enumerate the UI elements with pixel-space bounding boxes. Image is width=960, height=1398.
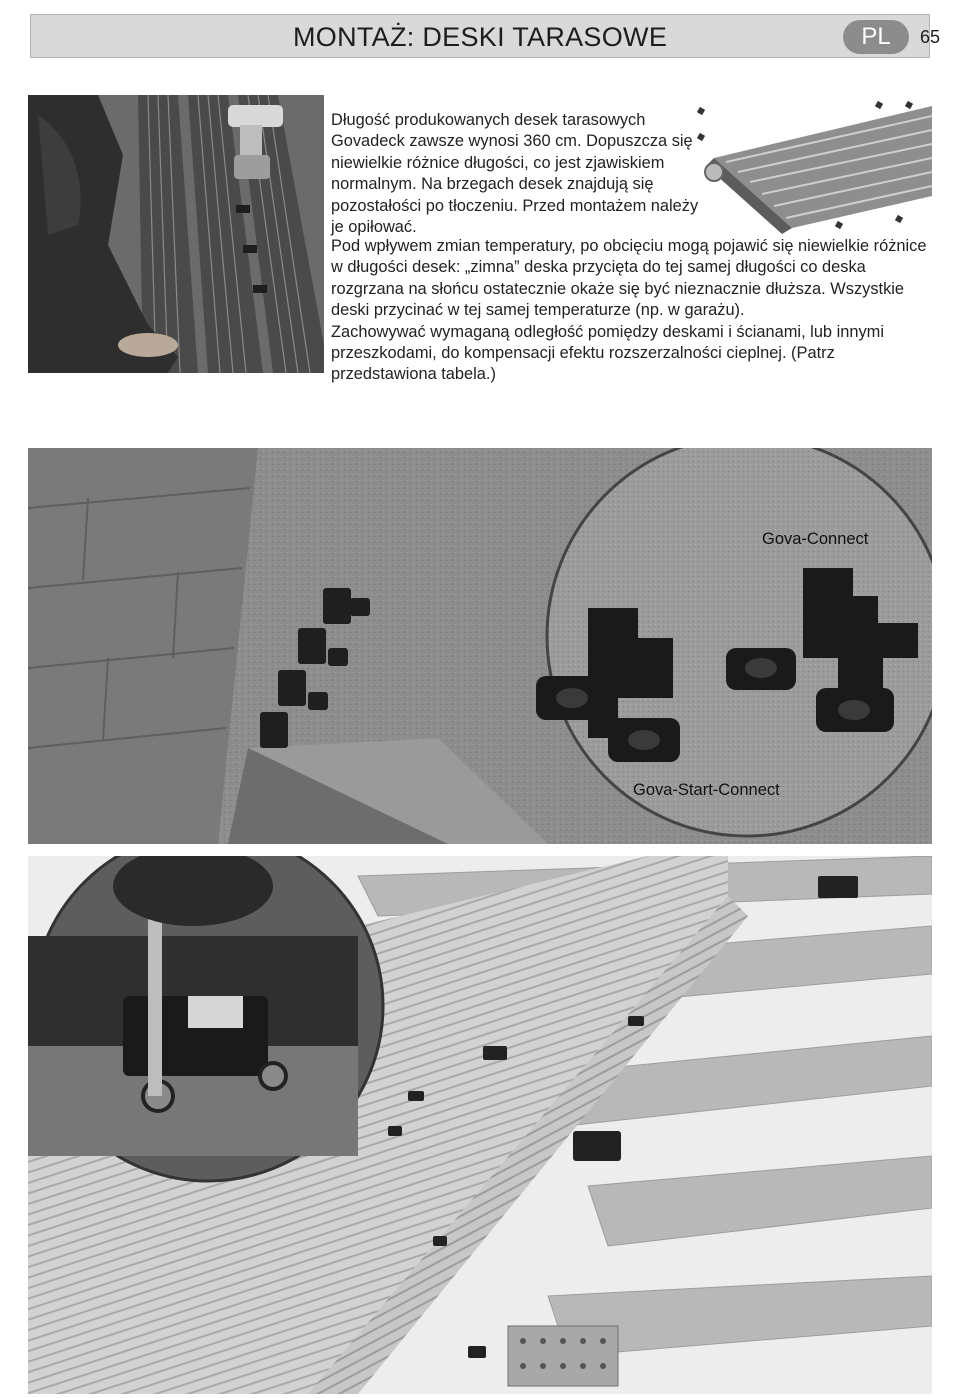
- deck-photo-illustration: [28, 856, 932, 1394]
- label-gova-connect: Gova-Connect: [762, 530, 869, 548]
- photo-clips-on-concrete: [28, 448, 932, 844]
- intro-paragraph-text: Długość produkowanych desek tarasowych Govadeck zawsze wynosi 360 cm. Dopuszcza się niewielkie różnice długości, co jest zjawiskiem normalnym. Na brzegach desek znajdują się pozostałości po tłoczeniu. Przed montażem należy je opiłować.: [331, 111, 699, 237]
- board-end-illustration: [696, 100, 932, 236]
- label-gova-start-connect: Gova-Start-Connect: [633, 781, 780, 799]
- worker-photo-illustration: [28, 95, 324, 373]
- language-badge: PL: [843, 20, 909, 54]
- photo-deck-construction: [28, 856, 932, 1394]
- clips-photo-illustration: [28, 448, 932, 844]
- temperature-spacing-paragraphs: [331, 236, 931, 386]
- photo-grooved-board-end: [696, 100, 932, 236]
- page-header: [30, 14, 941, 58]
- temperature-paragraph-text: Pod wpływem zmian temperatury, po obcięciu mogą pojawić się niewielkie różnice w długości desek: „zimna” deska przycięta do tej samej długości co deska rozgrzana na słońcu ostatecznie okaże się być nieznacznie dłuższa. Wszystkie deski przycinać w tej samej temperaturze (np. w garażu).: [331, 237, 927, 320]
- intro-paragraph: [331, 110, 703, 238]
- page-title: MONTAŻ: DESKI TARASOWE: [293, 22, 668, 52]
- page-number: 65: [920, 27, 941, 47]
- spacing-paragraph-text: Zachowywać wymaganą odległość pomiędzy deskami i ścianami, lub innymi przeszkodami, do kompensacji efektu rozszerzalności cieplnej. (Patrz przedstawiona tabela.): [331, 322, 884, 384]
- photo-worker-installing-deck: [28, 95, 324, 373]
